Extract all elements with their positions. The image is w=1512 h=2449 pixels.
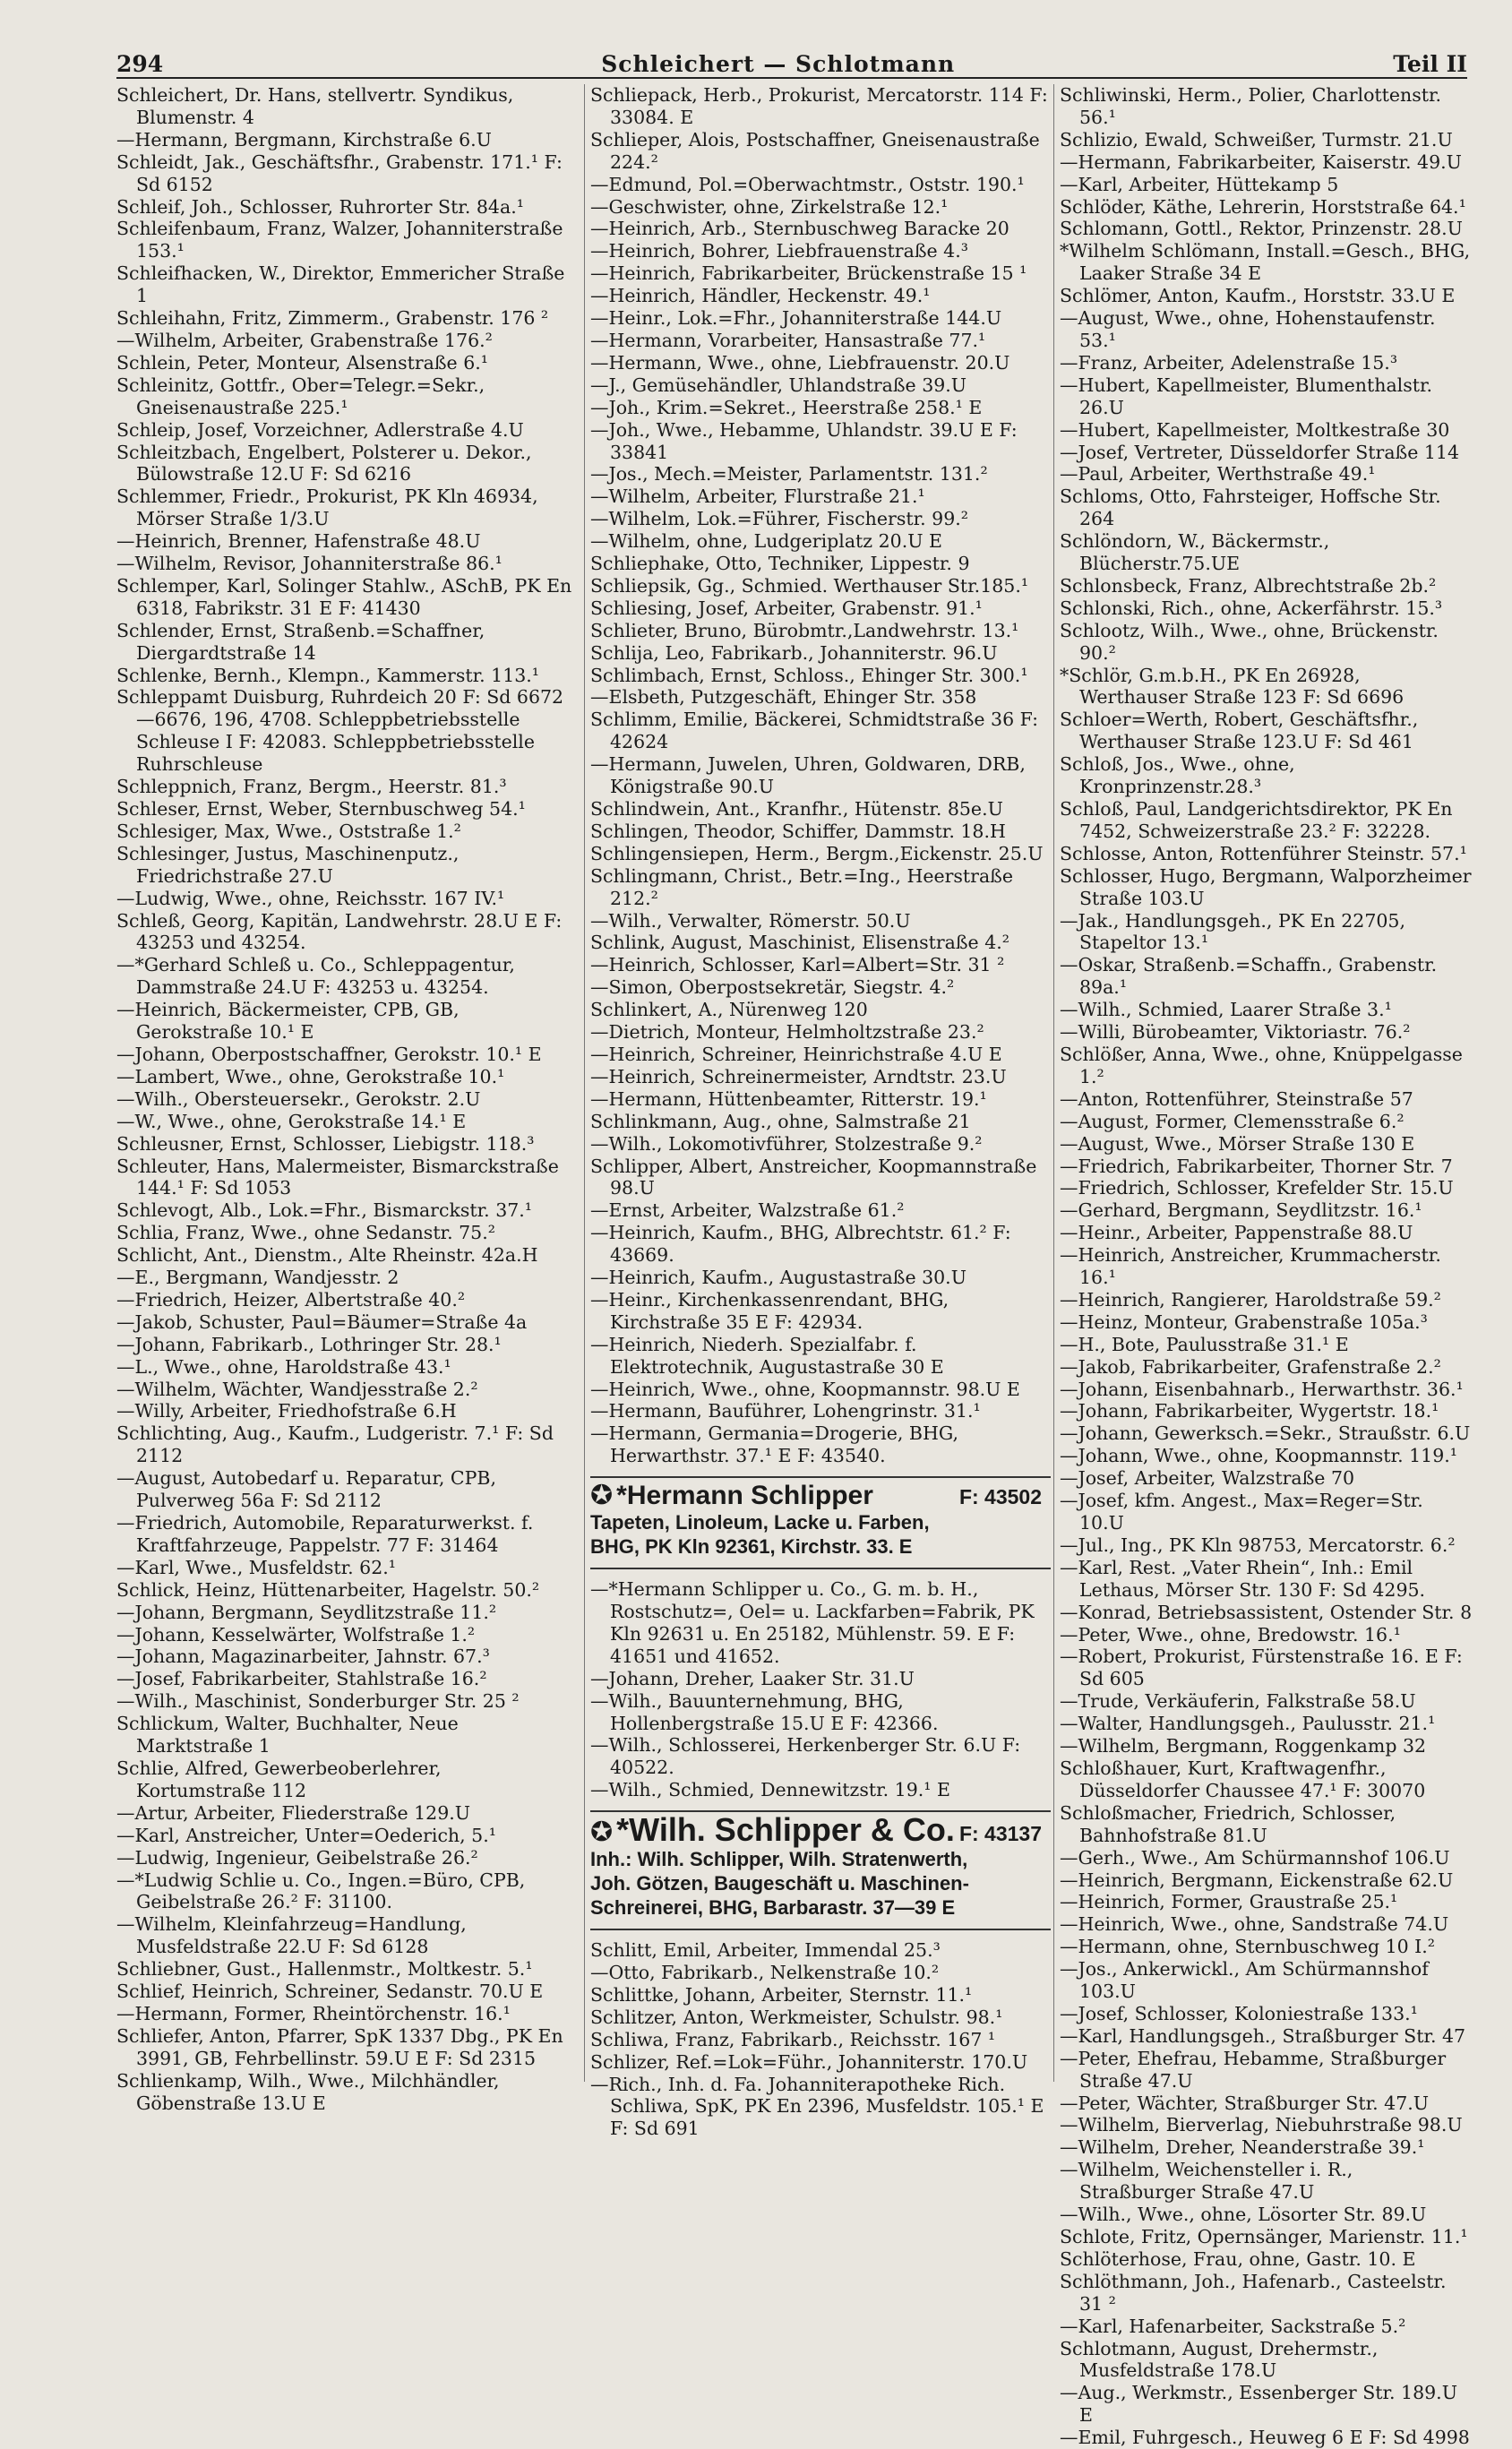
directory-entry: Schliepsik, Gg., Schmied. Werthauser Str.185.¹ <box>590 574 1029 597</box>
directory-entry: —Ernst, Arbeiter, Walzstraße 61.² <box>590 1199 905 1222</box>
directory-entry: Schlimm, Emilie, Bäckerei, Schmidtstraße 36 F: 42624 <box>590 709 1039 753</box>
directory-entry: —Heinrich, Arb., Sternbuschweg Baracke 20 <box>590 218 1009 240</box>
directory-entry: Schlöndorn, W., Bäckermstr., Blücherstr.75.UE <box>1060 530 1330 575</box>
directory-entry: —Hubert, Kapellmeister, Moltkestraße 30 <box>1060 418 1450 441</box>
directory-entry: —Johann, Eisenbahnarb., Herwarthstr. 36.¹ <box>1060 1378 1464 1400</box>
directory-entry: —J., Gemüsehändler, Uhlandstraße 39.U <box>590 374 967 396</box>
directory-entry: Schleip, Josef, Vorzeichner, Adlerstraße 4.U <box>116 418 524 441</box>
directory-entry: Schloßhauer, Kurt, Kraftwagenfhr., Düsseldorfer Chaussee 47.¹ F: 30070 <box>1060 1757 1426 1801</box>
directory-entry: —Hermann, Fabrikarbeiter, Kaiserstr. 49.U <box>1060 150 1462 173</box>
directory-entry: Schleusner, Ernst, Schlosser, Liebigstr. 118.³ <box>116 1132 535 1155</box>
directory-entry: Schlesiger, Max, Wwe., Oststraße 1.² <box>116 820 461 842</box>
column-2-entries-c <box>590 1939 1051 2140</box>
directory-entry: —Geschwister, ohne, Zirkelstraße 12.¹ <box>590 195 949 218</box>
directory-entry: —Johann, Bergmann, Seydlitzstraße 11.² <box>116 1601 497 1623</box>
directory-entry: Schloer=Werth, Robert, Geschäftsfhr., Werthauser Straße 123.U F: Sd 461 <box>1060 709 1419 753</box>
directory-entry: —Wilh., Schmied, Dennewitzstr. 19.¹ E <box>590 1779 950 1801</box>
directory-entry: Schloms, Otto, Fahrsteiger, Hoffsche Str. 264 <box>1060 486 1441 530</box>
directory-entry: Schleß, Georg, Kapitän, Landwehrstr. 28.U E F: 43253 und 43254. <box>116 909 563 954</box>
directory-entry: —Gerhard, Bergmann, Seydlitzstr. 16.¹ <box>1060 1199 1422 1222</box>
directory-entry: —Johann, Fabrikarb., Lothringer Str. 28.¹ <box>116 1333 502 1355</box>
directory-entry: —Friedrich, Fabrikarbeiter, Thorner Str. 7 <box>1060 1155 1453 1177</box>
directory-entry: —Johann, Gewerksch.=Sekr., Straußstr. 6.U <box>1060 1422 1471 1445</box>
directory-entry: Schlick, Heinz, Hüttenarbeiter, Hagelstr. 50.² <box>116 1578 540 1601</box>
directory-entry: —Wilhelm, Arbeiter, Flurstraße 21.¹ <box>590 486 925 508</box>
directory-entry: Schlief, Heinrich, Schreiner, Sedanstr. 70.U E <box>116 1981 544 2003</box>
directory-entry: —Friedrich, Heizer, Albertstraße 40.² <box>116 1288 466 1310</box>
ad-title: ✪ *Wilh. Schlipper & Co. <box>590 1811 955 1849</box>
directory-entry: —Hermann, Bauführer, Lohengrinstr. 31.¹ <box>590 1400 981 1422</box>
directory-entry: Schlingmann, Christ., Betr.=Ing., Heerstraße 212.² <box>590 864 1014 909</box>
directory-entry: Schlosse, Anton, Rottenführer Steinstr. 57.¹ <box>1060 842 1467 864</box>
directory-entry: —Karl, Arbeiter, Hüttekamp 5 <box>1060 173 1339 195</box>
directory-entry: Schliwinski, Herm., Polier, Charlottenstr. 56.¹ <box>1060 84 1442 128</box>
ad-title: ✪ *Hermann Schlipper <box>590 1481 873 1511</box>
directory-entry: —Wilh., Verwalter, Römerstr. 50.U <box>590 909 911 932</box>
directory-entry: *Wilhelm Schlömann, Install.=Gesch., BHG, Laaker Straße 34 E <box>1060 240 1471 285</box>
directory-entry: —Wilhelm, Wächter, Wandjesstraße 2.² <box>116 1378 478 1400</box>
directory-entry: Schlemmer, Friedr., Prokurist, PK Kln 46934, Mörser Straße 1/3.U <box>116 486 538 530</box>
directory-entry: —Heinrich, Bergmann, Eickenstraße 62.U <box>1060 1869 1454 1891</box>
directory-entry: —Wilhelm, Arbeiter, Grabenstraße 176.² <box>116 329 493 351</box>
directory-entry: —Karl, Handlungsgeh., Straßburger Str. 47 <box>1060 2024 1466 2047</box>
directory-entry: —Emil, Fuhrgesch., Heuweg 6 E F: Sd 4998 <box>1060 2427 1470 2449</box>
directory-entry: —Johann, Magazinarbeiter, Jahnstr. 67.³ <box>116 1646 490 1668</box>
directory-entry: —Peter, Wwe., ohne, Bredowstr. 16.¹ <box>1060 1623 1401 1646</box>
directory-entry: Schlotmann, August, Drehermstr., Musfeldstraße 178.U <box>1060 2337 1379 2382</box>
advertisement-hermann-schlipper <box>590 1476 1051 1569</box>
directory-entry: —Jakob, Schuster, Paul=Bäumer=Straße 4a <box>116 1310 528 1333</box>
directory-entry: —Willy, Arbeiter, Friedhofstraße 6.H <box>116 1400 457 1422</box>
directory-entry: Schlieter, Bruno, Bürobmtr.,Landwehrstr. 13.¹ <box>590 619 1019 641</box>
directory-entry: Schlittke, Johann, Arbeiter, Sternstr. 11.¹ <box>590 1983 973 2006</box>
directory-entry: Schlieper, Alois, Postschaffner, Gneisenaustraße 224.² <box>590 128 1040 173</box>
directory-entry: —Wilh., Maschinist, Sonderburger Str. 25 ² <box>116 1690 520 1713</box>
directory-entry: —Heinrich, Kaufm., BHG, Albrechtstr. 61.² F: 43669. <box>590 1222 1011 1267</box>
directory-entry: —Franz, Arbeiter, Adelenstraße 15.³ <box>1060 351 1398 374</box>
directory-entry: Schliwa, Franz, Fabrikarb., Reichsstr. 167 ¹ <box>590 2028 996 2050</box>
directory-entry: —Josef, Fabrikarbeiter, Stahlstraße 16.² <box>116 1668 487 1690</box>
directory-entry: Schlizer, Ref.=Lok=Führ., Johanniterstr. 170.U <box>590 2050 1028 2073</box>
advertisement-wilh-schlipper <box>590 1810 1051 1930</box>
directory-entry: —Simon, Oberpostsekretär, Siegstr. 4.² <box>590 976 955 999</box>
directory-entry: —Heinrich, Anstreicher, Krummacherstr. 16.¹ <box>1060 1244 1441 1289</box>
directory-entry: —Wilhelm, Revisor, Johanniterstraße 86.¹ <box>116 553 503 575</box>
directory-entry: Schlitzer, Anton, Werkmeister, Schulstr. 98.¹ <box>590 2006 1003 2028</box>
directory-entry: Schlinkmann, Aug., ohne, Salmstraße 21 <box>590 1110 971 1132</box>
directory-entry: —*Ludwig Schlie u. Co., Ingen.=Büro, CPB, Geibelstraße 26.² F: 31100. <box>116 1869 526 1913</box>
directory-entry: Schlindwein, Ant., Kranfhr., Hütenstr. 85e.U <box>590 798 1003 820</box>
directory-entry: —Edmund, Pol.=Oberwachtmstr., Oststr. 190.¹ <box>590 173 1025 195</box>
directory-entry: —Otto, Fabrikarb., Nelkenstraße 10.² <box>590 1961 940 1983</box>
directory-entry: —August, Autobedarf u. Reparatur, CPB, Pulverweg 56a F: Sd 2112 <box>116 1467 496 1512</box>
directory-entry: Schlinkert, A., Nürenweg 120 <box>590 999 868 1021</box>
directory-entry: Schlimbach, Ernst, Schloss., Ehinger Str. 300.¹ <box>590 664 1028 686</box>
directory-entry: Schlesinger, Justus, Maschinenputz., Friedrichstraße 27.U <box>116 842 460 887</box>
directory-entry: —Wilh., Lokomotivführer, Stolzestraße 9.² <box>590 1132 983 1155</box>
directory-entry: —Johann, Dreher, Laaker Str. 31.U <box>590 1667 915 1689</box>
directory-entry: —Ludwig, Wwe., ohne, Reichsstr. 167 IV.¹ <box>116 887 505 909</box>
directory-entry: Schlöterhose, Frau, ohne, Gastr. 10. E <box>1060 2247 1416 2270</box>
ad-line: Tapeten, Linoleum, Lacke u. Farben, <box>590 1511 930 1534</box>
directory-entry: —Karl, Rest. „Vater Rhein“, Inh.: Emil Lethaus, Mörser Str. 130 F: Sd 4295. <box>1060 1556 1426 1601</box>
directory-entry: —Willi, Bürobeamter, Viktoriastr. 76.² <box>1060 1021 1411 1044</box>
directory-entry: —*Gerhard Schleß u. Co., Schleppagentur, Dammstraße 24.U F: 43253 u. 43254. <box>116 954 515 999</box>
directory-entry: Schlija, Leo, Fabrikarb., Johanniterstr. 96.U <box>590 641 998 664</box>
directory-entry: Schlitt, Emil, Arbeiter, Immendal 25.³ <box>590 1939 941 1962</box>
directory-entry: —Hermann, Vorarbeiter, Hansastraße 77.¹ <box>590 329 986 351</box>
directory-entry: —Heinr., Lok.=Fhr., Johanniterstraße 144.U <box>590 307 1002 330</box>
directory-entry: —Karl, Wwe., Musfeldstr. 62.¹ <box>116 1556 396 1578</box>
directory-entry: —Wilhelm, Bierverlag, Niebuhrstraße 98.U <box>1060 2114 1463 2136</box>
directory-entry: —Rich., Inh. d. Fa. Johanniterapotheke Rich. Schliwa, SpK, PK En 2396, Musfeldstr. 105.¹ E F: Sd 691 <box>590 2073 1044 2140</box>
directory-entry: —Wilh., Schmied, Laarer Straße 3.¹ <box>1060 999 1392 1021</box>
directory-entry: —August, Former, Clemensstraße 6.² <box>1060 1110 1405 1132</box>
directory-entry: —Heinrich, Bohrer, Liebfrauenstraße 4.³ <box>590 240 968 262</box>
directory-entry: —Josef, Arbeiter, Walzstraße 70 <box>1060 1467 1355 1490</box>
directory-entry: —Wilhelm, Dreher, Neanderstraße 39.¹ <box>1060 2136 1425 2159</box>
directory-entry: —Heinrich, Fabrikarbeiter, Brückenstraße 15 ¹ <box>590 262 1027 285</box>
star-logo-icon: ✪ <box>590 1817 614 1848</box>
directory-entry: —Wilhelm, Kleinfahrzeug=Handlung, Musfeldstraße 22.U F: Sd 6128 <box>116 1913 467 1958</box>
directory-entry: —August, Wwe., ohne, Hohenstaufenstr. 53.¹ <box>1060 307 1436 351</box>
directory-entry: —Hermann, ohne, Sternbuschweg 10 I.² <box>1060 1936 1436 1958</box>
directory-entry: Schlickum, Walter, Buchhalter, Neue Marktstraße 1 <box>116 1713 459 1757</box>
directory-entry: —Peter, Wächter, Straßburger Str. 47.U <box>1060 2092 1430 2114</box>
directory-entry: —Konrad, Betriebsassistent, Ostender Str. 8 <box>1060 1601 1473 1623</box>
directory-entry: —Jos., Mech.=Meister, Parlamentstr. 131.² <box>590 463 988 486</box>
directory-entry: Schleihahn, Fritz, Zimmerm., Grabenstr. 176 ² <box>116 307 549 330</box>
directory-entry: —Heinrich, Rangierer, Haroldstraße 59.² <box>1060 1288 1441 1310</box>
directory-entry: —Wilh., Bauunternehmung, BHG, Hollenbergstraße 15.U E F: 42366. <box>590 1689 939 1734</box>
directory-entry: —Heinrich, Kaufm., Augustastraße 30.U <box>590 1267 966 1289</box>
directory-entry: Schleifhacken, W., Direktor, Emmericher Straße 1 <box>116 262 565 307</box>
directory-entry: —Lambert, Wwe., ohne, Gerokstraße 10.¹ <box>116 1065 505 1087</box>
directory-entry: —Gerh., Wwe., Am Schürmannshof 106.U <box>1060 1846 1450 1869</box>
directory-entry: —Heinrich, Former, Graustraße 25.¹ <box>1060 1891 1398 1913</box>
ad-phone: F: 43502 <box>958 1485 1042 1509</box>
directory-entry: —H., Bote, Paulusstraße 31.¹ E <box>1060 1333 1349 1355</box>
directory-entry: —Elsbeth, Putzgeschäft, Ehinger Str. 358 <box>590 686 977 709</box>
directory-entry: —Heinrich, Schlosser, Karl=Albert=Str. 31 ² <box>590 954 1005 976</box>
directory-entry: Schlöthmann, Joh., Hafenarb., Casteelstr. 31 ² <box>1060 2270 1447 2315</box>
directory-entry: Schlichting, Aug., Kaufm., Ludgeristr. 7.¹ F: Sd 2112 <box>116 1422 554 1467</box>
directory-entry: —Karl, Anstreicher, Unter=Oederich, 5.¹ <box>116 1824 496 1846</box>
directory-entry: —Peter, Ehefrau, Hebamme, Straßburger Straße 47.U <box>1060 2047 1447 2092</box>
directory-entry: Schlenke, Bernh., Klempn., Kammerstr. 113.¹ <box>116 664 540 686</box>
directory-entry: —Hermann, Hüttenbeamter, Ritterstr. 19.¹ <box>590 1087 987 1110</box>
directory-entry: —Josef, kfm. Angest., Max=Reger=Str. 10.U <box>1060 1490 1423 1534</box>
directory-entry: —Josef, Schlosser, Koloniestraße 133.¹ <box>1060 2002 1418 2024</box>
directory-entry: —Heinrich, Wwe., ohne, Sandstraße 74.U <box>1060 1913 1449 1936</box>
directory-entry: Schlömer, Anton, Kaufm., Horststr. 33.U E <box>1060 285 1456 307</box>
directory-entry: —Jakob, Fabrikarbeiter, Grafenstraße 2.² <box>1060 1355 1441 1378</box>
directory-entry: —Trude, Verkäuferin, Falkstraße 58.U <box>1060 1690 1416 1713</box>
column-3 <box>1053 84 1473 2449</box>
directory-entry: Schlingen, Theodor, Schiffer, Dammstr. 18.H <box>590 820 1006 842</box>
directory-entry: —Friedrich, Automobile, Reparaturwerkst. f. Kraftfahrzeuge, Pappelstr. 77 F: 31464 <box>116 1512 534 1556</box>
star-logo-icon: ✪ <box>590 1481 614 1511</box>
directory-entry: Schlosser, Hugo, Bergmann, Walporzheimer Straße 103.U <box>1060 864 1472 909</box>
directory-entry: Schloß, Jos., Wwe., ohne, Kronprinzenstr.28.³ <box>1060 753 1295 798</box>
directory-entry: Schleichert, Dr. Hans, stellvertr. Syndikus, Blumenstr. 4 <box>116 84 514 128</box>
directory-entry: —August, Wwe., Mörser Straße 130 E <box>1060 1132 1415 1155</box>
directory-entry: —Robert, Prokurist, Fürstenstraße 16. E F: Sd 605 <box>1060 1646 1463 1690</box>
directory-entry: Schlevogt, Alb., Lok.=Fhr., Bismarckstr. 37.¹ <box>116 1199 533 1222</box>
ad-line: Joh. Götzen, Baugeschäft u. Maschinen- <box>590 1872 969 1895</box>
directory-entry: —Hermann, Former, Rheintörchenstr. 16.¹ <box>116 2002 511 2024</box>
directory-entry: Schleser, Ernst, Weber, Sternbuschweg 54.¹ <box>116 798 526 820</box>
directory-entry: —Heinrich, Bäckermeister, CPB, GB, Gerokstraße 10.¹ E <box>116 999 460 1044</box>
ad-line: Inh.: Wilh. Schlipper, Wilh. Stratenwerth, <box>590 1848 968 1871</box>
directory-entry: Schlingensiepen, Herm., Bergm.,Eickenstr. 25.U <box>590 842 1044 864</box>
directory-entry: Schlipper, Albert, Anstreicher, Koopmannstraße 98.U <box>590 1155 1037 1199</box>
page-title: Schleichert — Schlotmann <box>601 51 956 77</box>
column-2 <box>584 84 1051 2140</box>
column-2-entries-b <box>590 1578 1051 1801</box>
column-2-entries-a <box>590 84 1051 1467</box>
directory-entry: —Johann, Oberpostschaffner, Gerokstr. 10.¹ E <box>116 1043 542 1065</box>
directory-entry: —Jul., Ing., PK Kln 98753, Mercatorstr. 6.² <box>1060 1534 1456 1556</box>
directory-entry: —Johann, Wwe., ohne, Koopmannstr. 119.¹ <box>1060 1445 1457 1467</box>
directory-entry: Schleinitz, Gottfr., Ober=Telegr.=Sekr., Gneisenaustraße 225.¹ <box>116 374 485 418</box>
directory-entry: Schliebner, Gust., Hallenmstr., Moltkestr. 5.¹ <box>116 1958 533 1981</box>
directory-entry: —Heinrich, Niederh. Spezialfabr. f. Elektrotechnik, Augustastraße 30 E <box>590 1333 944 1378</box>
directory-entry: —Hermann, Juwelen, Uhren, Goldwaren, DRB, Königstraße 90.U <box>590 753 1026 798</box>
directory-entry: Schleif, Joh., Schlosser, Ruhrorter Str. 84a.¹ <box>116 195 524 218</box>
ad-phone: F: 43137 <box>958 1822 1042 1846</box>
directory-entry: Schliefer, Anton, Pfarrer, SpK 1337 Dbg., PK En 3991, GB, Fehrbellinstr. 59.U E F: Sd 2315 <box>116 2024 563 2069</box>
directory-entry: —Heinrich, Händler, Heckenstr. 49.¹ <box>590 285 931 307</box>
directory-entry: Schlößer, Anna, Wwe., ohne, Knüppelgasse 1.² <box>1060 1043 1463 1087</box>
directory-entry: —Anton, Rottenführer, Steinstraße 57 <box>1060 1087 1413 1110</box>
directory-entry: —Heinrich, Brenner, Hafenstraße 48.U <box>116 530 481 553</box>
directory-entry: —Wilh., Obersteuersekr., Gerokstr. 2.U <box>116 1087 481 1110</box>
directory-entry: Schleitzbach, Engelbert, Polsterer u. Dekor., Bülowstraße 12.U F: Sd 6216 <box>116 441 532 486</box>
directory-entry: Schleppnich, Franz, Bergm., Heerstr. 81.³ <box>116 776 507 798</box>
directory-entry: —Walter, Handlungsgeh., Paulusstr. 21.¹ <box>1060 1713 1436 1735</box>
directory-entry: Schlomann, Gottl., Rektor, Prinzenstr. 28.U <box>1060 218 1463 240</box>
directory-entry: —Hermann, Wwe., ohne, Liebfrauenstr. 20.U <box>590 351 1010 374</box>
directory-entry: Schloß, Paul, Landgerichtsdirektor, PK En 7452, Schweizerstraße 23.² F: 32228. <box>1060 798 1453 842</box>
directory-entry: —Wilhelm, Lok.=Führer, Fischerstr. 99.² <box>590 508 968 530</box>
page-number: 294 <box>116 51 164 77</box>
directory-entry: —W., Wwe., ohne, Gerokstraße 14.¹ E <box>116 1110 467 1132</box>
directory-entry: Schlein, Peter, Monteur, Alsenstraße 6.¹ <box>116 351 488 374</box>
directory-entry: —Josef, Vertreter, Düsseldorfer Straße 114 <box>1060 441 1460 463</box>
directory-entry: Schlonski, Rich., ohne, Ackerfährstr. 15.³ <box>1060 597 1443 619</box>
directory-entry: —Joh., Wwe., Hebamme, Uhlandstr. 39.U E F: 33841 <box>590 418 1018 463</box>
directory-entry: —Joh., Krim.=Sekret., Heerstraße 258.¹ E <box>590 396 983 418</box>
directory-entry: Schliephake, Otto, Techniker, Lippestr. 9 <box>590 553 970 575</box>
directory-entry: —Ludwig, Ingenieur, Geibelstraße 26.² <box>116 1846 478 1869</box>
directory-entry: —L., Wwe., ohne, Haroldstraße 43.¹ <box>116 1355 451 1378</box>
directory-entry: —Wilh., Schlosserei, Herkenberger Str. 6.U F: 40522. <box>590 1734 1021 1779</box>
directory-entry: —Heinrich, Wwe., ohne, Koopmannstr. 98.U E <box>590 1378 1020 1400</box>
directory-entry: Schlicht, Ant., Dienstm., Alte Rheinstr. 42a.H <box>116 1244 538 1267</box>
directory-entry: —E., Bergmann, Wandjesstr. 2 <box>116 1267 399 1289</box>
directory-entry: —Wilhelm, Weichensteller i. R., Straßburger Straße 47.U <box>1060 2159 1353 2204</box>
directory-entry: —Karl, Hafenarbeiter, Sackstraße 5.² <box>1060 2315 1406 2337</box>
directory-entry: Schleidt, Jak., Geschäftsfhr., Grabenstr. 171.¹ F: Sd 6152 <box>116 150 563 195</box>
directory-entry: —Johann, Fabrikarbeiter, Wygertstr. 18.¹ <box>1060 1400 1439 1422</box>
directory-entry: Schlizio, Ewald, Schweißer, Turmstr. 21.U <box>1060 128 1453 150</box>
directory-entry: —Heinr., Arbeiter, Pappenstraße 88.U <box>1060 1222 1413 1244</box>
directory-entry: Schliepack, Herb., Prokurist, Mercatorstr. 114 F: 33084. E <box>590 84 1048 128</box>
directory-entry: Schleppamt Duisburg, Ruhrdeich 20 F: Sd 6672—6676, 196, 4708. Schleppbetriebsstelle Schleuse I F: 42083. Schleppbetriebsstelle Ruhrschleuse <box>116 686 564 776</box>
column-1 <box>116 84 573 2114</box>
directory-entry: —Heinrich, Schreiner, Heinrichstraße 4.U E <box>590 1043 1002 1065</box>
directory-entry: —Jak., Handlungsgeh., PK En 22705, Stapeltor 13.¹ <box>1060 909 1405 954</box>
directory-entry: —*Hermann Schlipper u. Co., G. m. b. H., Rostschutz=, Oel= u. Lackfarben=Fabrik, PK Kln 92631 u. En 25182, Mühlenstr. 59. E F: 41651 und 41652. <box>590 1578 1035 1667</box>
directory-entry: —Oskar, Straßenb.=Schaffn., Grabenstr. 89a.¹ <box>1060 954 1438 999</box>
directory-entry: Schleuter, Hans, Malermeister, Bismarckstraße 144.¹ F: Sd 1053 <box>116 1155 559 1199</box>
directory-entry: Schlienkamp, Wilh., Wwe., Milchhändler, Göbenstraße 13.U E <box>116 2069 500 2114</box>
directory-entry: —Johann, Kesselwärter, Wolfstraße 1.² <box>116 1623 476 1646</box>
directory-entry: Schloßmacher, Friedrich, Schlosser, Bahnhofstraße 81.U <box>1060 1801 1396 1846</box>
directory-entry: Schlia, Franz, Wwe., ohne Sedanstr. 75.² <box>116 1222 495 1244</box>
directory-entry: Schlemper, Karl, Solinger Stahlw., ASchB, PK En 6318, Fabrikstr. 31 E F: 41430 <box>116 574 572 619</box>
ad-line: BHG, PK Kln 92361, Kirchstr. 33. E <box>590 1535 913 1559</box>
directory-entry: —Heinrich, Schreinermeister, Arndtstr. 23.U <box>590 1065 1007 1087</box>
directory-entry: Schlote, Fritz, Opernsänger, Marienstr. 11.¹ <box>1060 2226 1468 2247</box>
directory-entry: —Heinz, Monteur, Grabenstraße 105a.³ <box>1060 1310 1428 1333</box>
ad-line: Schreinerei, BHG, Barbarastr. 37—39 E <box>590 1896 956 1920</box>
directory-entry: —Friedrich, Schlosser, Krefelder Str. 15.U <box>1060 1177 1454 1199</box>
page-part: Teil II <box>1393 51 1467 77</box>
directory-entry: Schlender, Ernst, Straßenb.=Schaffner, Diergardtstraße 14 <box>116 619 485 664</box>
directory-entry: —Dietrich, Monteur, Helmholtzstraße 23.² <box>590 1021 984 1044</box>
directory-entry: —Aug., Werkmstr., Essenberger Str. 189.U E <box>1060 2382 1457 2427</box>
directory-entry: *Schlör, G.m.b.H., PK En 26928, Werthauser Straße 123 F: Sd 6696 <box>1060 664 1405 709</box>
directory-entry: —Wilhelm, Bergmann, Roggenkamp 32 <box>1060 1735 1427 1757</box>
directory-entry: Schliesing, Josef, Arbeiter, Grabenstr. 91.¹ <box>590 597 983 619</box>
directory-entry: Schlink, August, Maschinist, Elisenstraße 4.² <box>590 932 1009 954</box>
directory-entry: Schlie, Alfred, Gewerbeoberlehrer, Kortumstraße 112 <box>116 1757 442 1801</box>
directory-entry: —Hermann, Germania=Drogerie, BHG, Herwarthstr. 37.¹ E F: 43540. <box>590 1422 958 1467</box>
directory-entry: —Wilhelm, ohne, Ludgeriplatz 20.U E <box>590 530 942 553</box>
directory-entry: Schlonsbeck, Franz, Albrechtstraße 2b.² <box>1060 574 1437 597</box>
directory-entry: —Hermann, Bergmann, Kirchstraße 6.U <box>116 128 492 150</box>
directory-entry: Schlootz, Wilh., Wwe., ohne, Brückenstr. 90.² <box>1060 619 1439 664</box>
directory-entry: Schleifenbaum, Franz, Walzer, Johanniterstraße 153.¹ <box>116 218 563 262</box>
directory-entry: —Artur, Arbeiter, Fliederstraße 129.U <box>116 1801 471 1824</box>
directory-entry: —Paul, Arbeiter, Werthstraße 49.¹ <box>1060 463 1376 486</box>
directory-entry: —Hubert, Kapellmeister, Blumenthalstr. 26.U <box>1060 374 1433 418</box>
directory-entry: —Jos., Ankerwickl., Am Schürmannshof 103.U <box>1060 1958 1429 2003</box>
directory-entry: —Heinr., Kirchenkassenrendant, BHG, Kirchstraße 35 E F: 42934. <box>590 1288 949 1333</box>
page-header <box>116 41 1467 79</box>
directory-entry: Schlöder, Käthe, Lehrerin, Horststraße 64.¹ <box>1060 195 1466 218</box>
directory-entry: —Wilh., Wwe., ohne, Lösorter Str. 89.U <box>1060 2204 1427 2226</box>
